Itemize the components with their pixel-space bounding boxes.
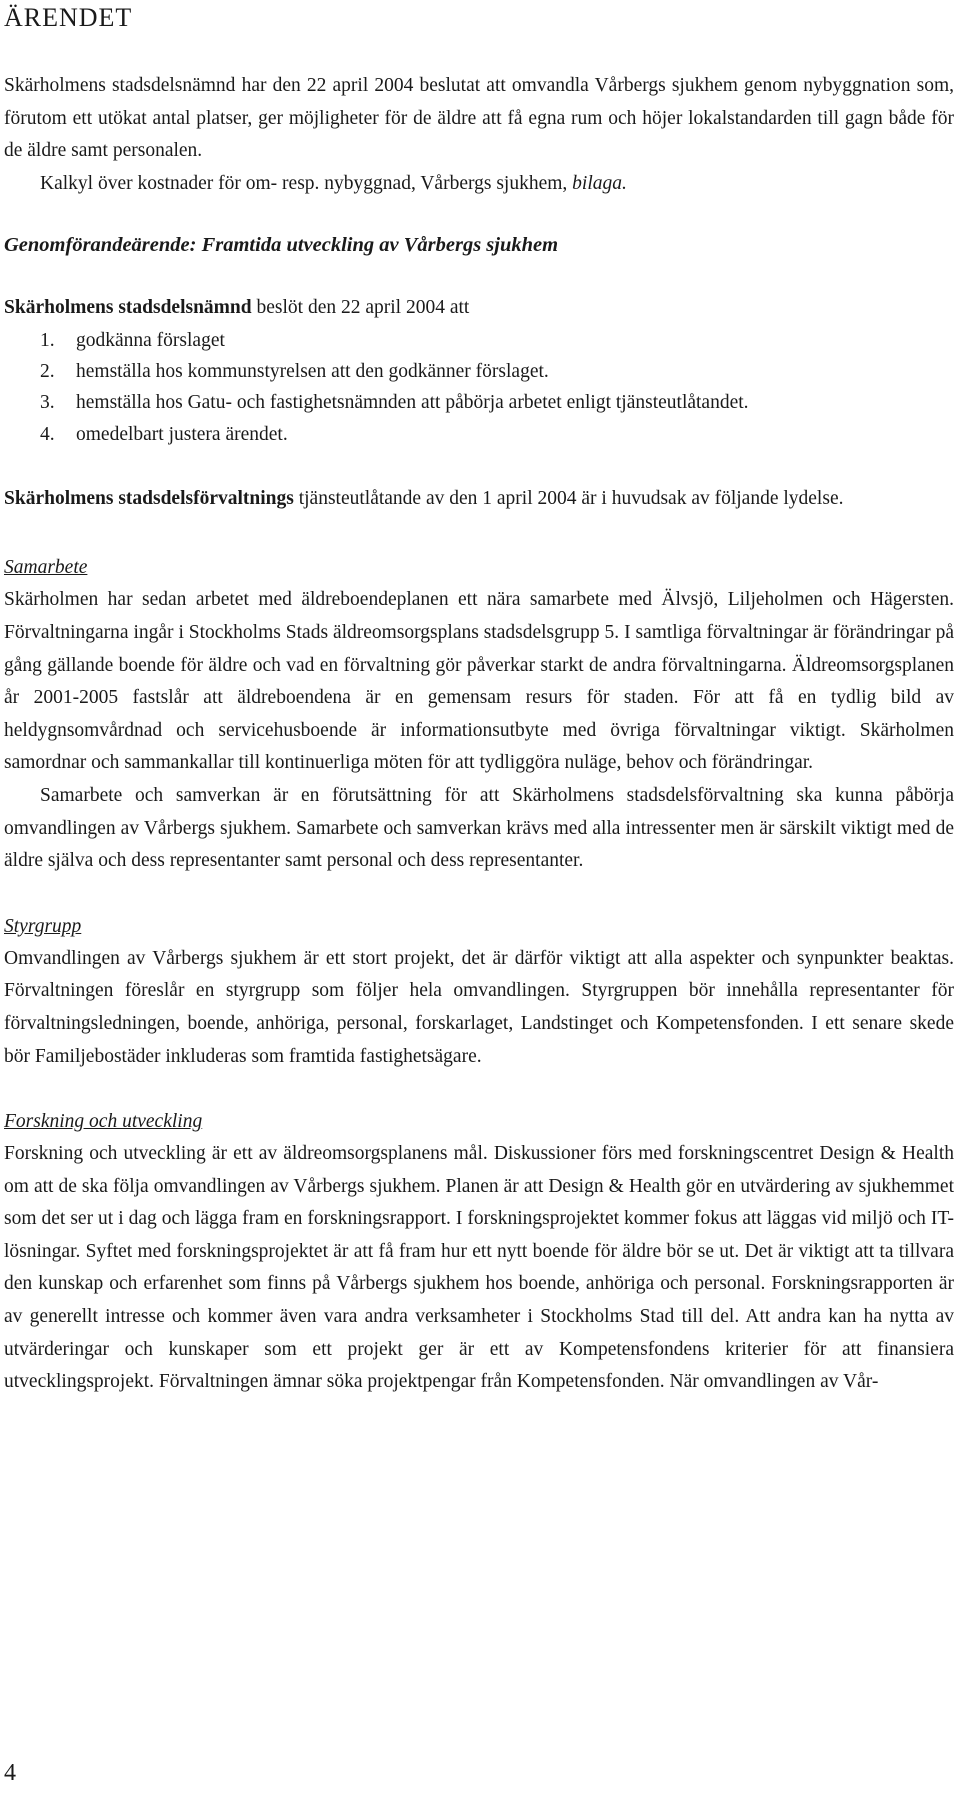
- administration-statement: [4, 483, 954, 516]
- section-title-samarbete: Samarbete: [4, 557, 88, 579]
- forskning-paragraph: Forskning och utveckling är ett av äldreomsorgsplanens mål. Diskussioner förs med forskningscentret Design & Health om att de ska följa omvandlingen av Vårbergs sjukhem. Planen är att Design & Health gör en utvärdering av sjukhemmet som det ser ut i dag och lägga fram en forskningsrapport. I forskningsprojektet kommer fokus att läggas vid miljö och IT-lösningar. Syftet med forskningsprojektet är att få fram hur ett nytt boende för äldre bör se ut. Det är viktigt att ta tillvara den kunskap och erfarenhet som finns på Vårbergs sjukhem hos boende, anhöriga och personal. Forskningsrapporten är av generellt intresse och kommer även vara andra verksamheter i Stockholms Stad till del. Att andra kan ha nytta av utvärderingar och kunskaper som ett projekt ger är ett av Kompetensfondens kriterier för att finansiera utvecklingsprojekt. Förvaltningen ämnar söka projektpengar från Kompetensfonden. När omvandlingen av Vår-: [4, 1143, 954, 1393]
- intro-paragraph: Skärholmens stadsdelsnämnd har den 22 april 2004 beslutat att omvandla Vårbergs sjukhem genom nybyggnation som, förutom ett utökat antal platser, ger möjligheter för de äldre att få egna rum och höjer lokalstandarden till gagn både för de äldre samt personalen.: [4, 75, 954, 162]
- samarbete-paragraph-2: Samarbete och samverkan är en förutsättning för att Skärholmens stadsdelsförvaltning ska kunna påbörja omvandlingen av Vårbergs sjukhem. Samarbete och samverkan krävs med alla intressenter men är särskilt viktigt med de äldre själva och dess representanter samt personal och dess representanter.: [4, 784, 954, 872]
- section-title-styrgrupp: Styrgrupp: [4, 915, 82, 937]
- decision-text: omedelbart justera ärendet.: [76, 423, 288, 445]
- decision-intro-text: beslöt den 22 april 2004 att: [251, 297, 470, 319]
- arende-title: Genomförandeärende: Framtida utveckling av Vårbergs sjukhem: [4, 234, 559, 257]
- decision-item: [4, 325, 954, 356]
- decision-body-name: Skärholmens stadsdelsnämnd: [4, 297, 252, 319]
- samarbete-paragraph-1: Skärholmen har sedan arbetet med äldreboendeplanen ett nära samarbete med Älvsjö, Liljeholmen och Hägersten. Förvaltningarna ingår i Stockholms Stads äldreomsorgsplans stadsdelsgrupp 5. I samtliga förvaltningar är förändringar på gång gällande boende för äldre och vad en förvaltning gör påverkar starkt de andra förvaltningarna. Äldreomsorgsplanen år 2001-2005 fastslår att äldreboendena är en gemensam resurs för staden. För att få en tydlig bild av heldygnsomvårdnad och servicehusboende är informationsutbyte med övriga förvaltningar viktigt. Skärholmen samordnar och sammankallar till kontinuerliga möten för att tydliggöra nuläge, behov och förändringar.: [4, 589, 954, 774]
- styrgrupp-paragraph: Omvandlingen av Vårbergs sjukhem är ett stort projekt, det är därför viktigt att alla aspekter och synpunkter beaktas. Förvaltningen föreslår en styrgrupp som följer hela omvandlingen. Styrgruppen bör innehålla representanter för förvaltningsledningen, boende, anhöriga, personal, forskarlaget, Landstinget och Kompetensfonden. I ett senare skede bör Familjebostäder inkluderas som framtida fastighetsägare.: [4, 947, 954, 1067]
- section-heading: ÄRENDET: [4, 3, 133, 32]
- decision-number: 2.: [40, 361, 55, 383]
- decision-number: 4.: [40, 423, 55, 445]
- decision-number: 3.: [40, 392, 55, 414]
- decision-item: [4, 387, 954, 418]
- decision-intro: [4, 292, 954, 325]
- decision-item: [4, 419, 954, 450]
- attachment-line: [4, 168, 954, 201]
- attachment-label: bilaga.: [572, 172, 627, 194]
- administration-name: Skärholmens stadsdelsförvaltnings: [4, 487, 294, 509]
- page-number: 4: [4, 1760, 16, 1786]
- decision-text: godkänna förslaget: [76, 329, 225, 351]
- decision-text: hemställa hos kommunstyrelsen att den godkänner förslaget.: [76, 361, 549, 383]
- decision-text: hemställa hos Gatu- och fastighetsnämnden att påbörja arbetet enligt tjänsteutlåtandet.: [76, 392, 749, 414]
- decision-item: [4, 356, 954, 387]
- decision-list: [4, 325, 954, 450]
- attachment-text: Kalkyl över kostnader för om- resp. nybyggnad, Vårbergs sjukhem,: [40, 172, 573, 194]
- section-title-forskning: Forskning och utveckling: [4, 1111, 203, 1133]
- administration-statement-text: tjänsteutlåtande av den 1 april 2004 är i huvudsak av följande lydelse.: [293, 487, 844, 509]
- decision-number: 1.: [40, 329, 55, 351]
